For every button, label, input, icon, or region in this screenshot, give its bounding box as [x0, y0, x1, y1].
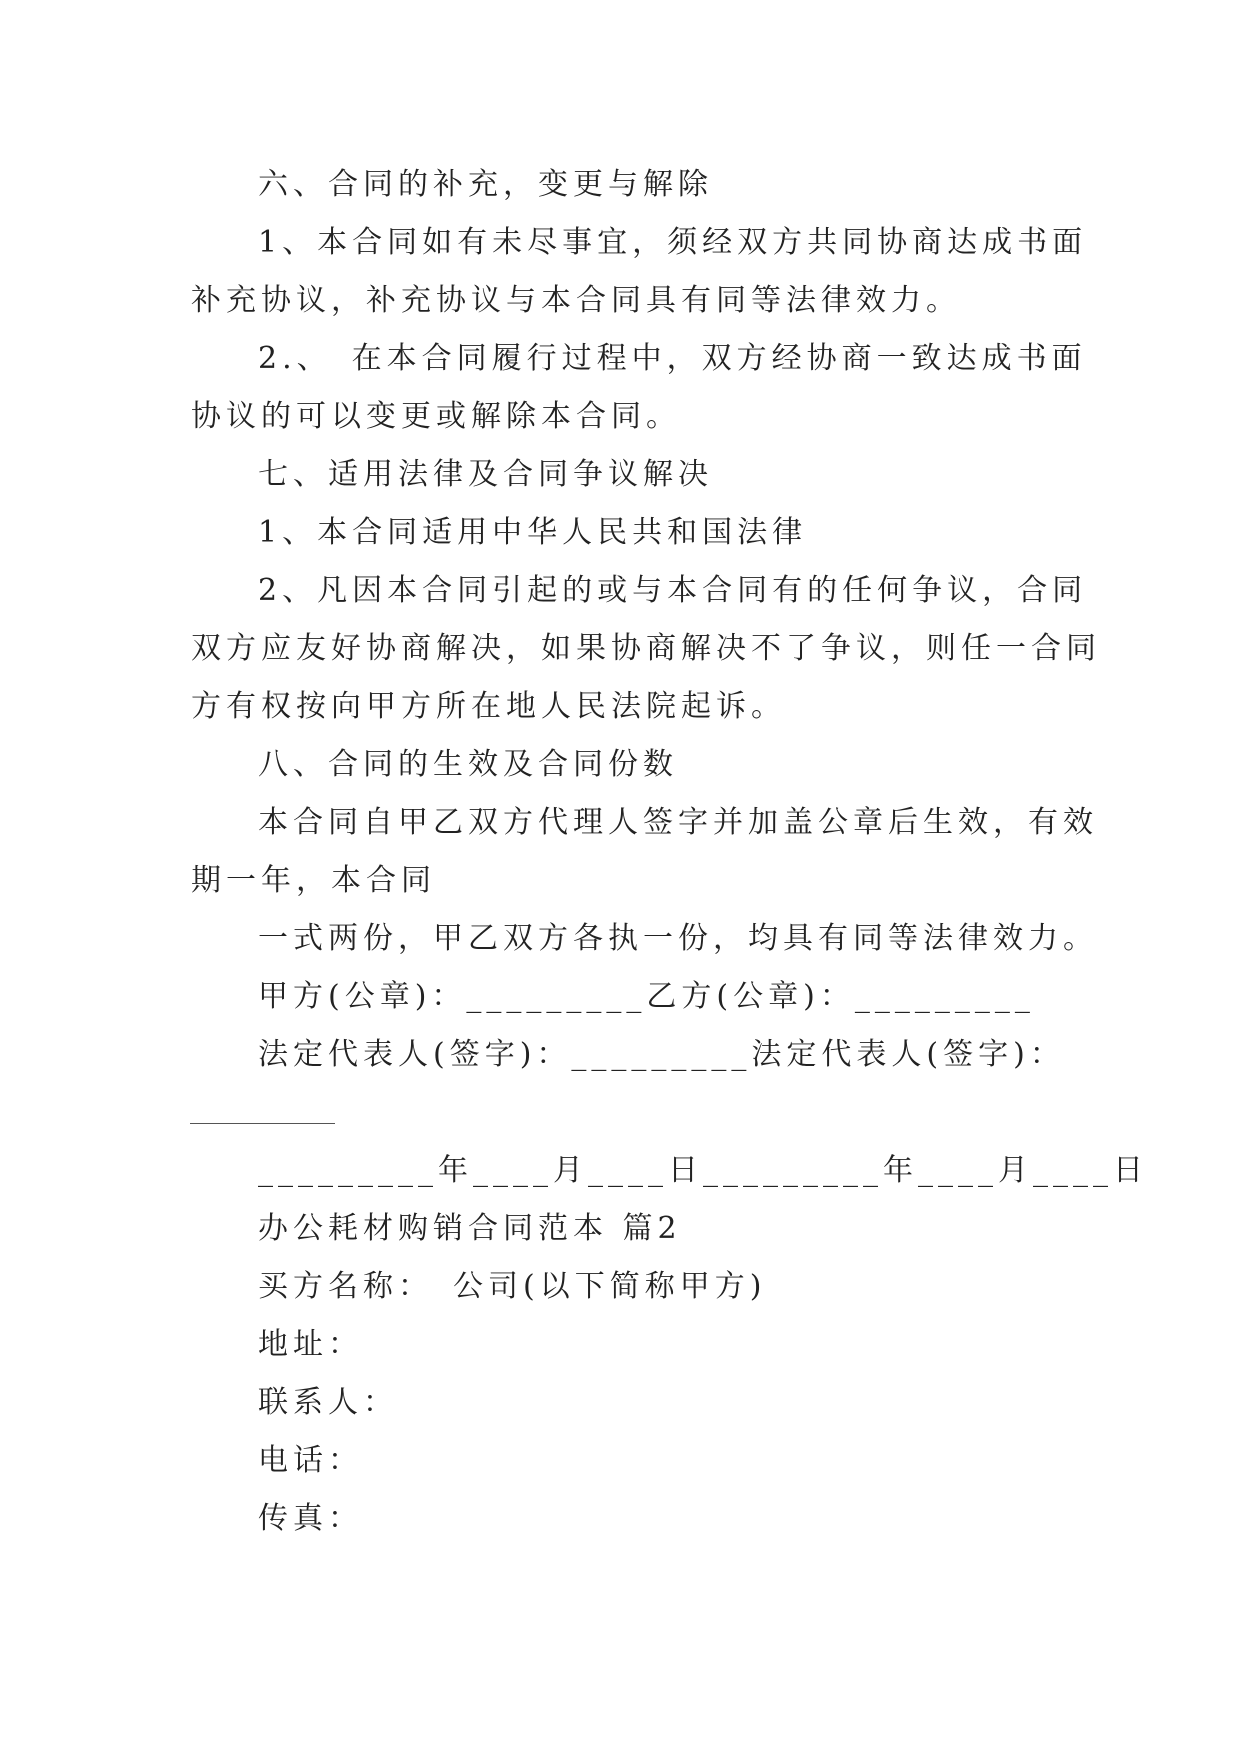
contract2-fax: 传真： [258, 1501, 363, 1536]
section6-heading: 六、合同的补充，变更与解除 [258, 167, 713, 202]
section7-heading: 七、适用法律及合同争议解决 [258, 457, 713, 492]
section8-para-line2: 期一年，本合同 [191, 863, 436, 898]
signature-seals: 甲方(公章)：_________乙方(公章)：_________ [258, 979, 1035, 1014]
section7-item2-line3: 方有权按向甲方所在地人民法院起诉。 [191, 689, 786, 724]
section7-item1: 1、本合同适用中华人民共和国法律 [258, 515, 808, 550]
section8-para-line3: 一式两份，甲乙双方各执一份，均具有同等法律效力。 [258, 921, 1098, 956]
contract2-contact: 联系人： [258, 1385, 398, 1420]
contract2-phone: 电话： [258, 1443, 363, 1478]
contract2-address: 地址： [258, 1327, 363, 1362]
signature-dates: _________年____月____日_________年____月____日 [258, 1153, 1148, 1188]
section6-item1-line1: 1、本合同如有未尽事宜，须经双方共同协商达成书面 [258, 225, 1088, 260]
section8-heading: 八、合同的生效及合同份数 [258, 747, 678, 782]
contract2-buyer: 买方名称： 公司(以下简称甲方) [258, 1269, 767, 1304]
section6-item2-line1: 2.、 在本合同履行过程中，双方经协商一致达成书面 [258, 341, 1087, 376]
section6-item2-line2: 协议的可以变更或解除本合同。 [191, 399, 681, 434]
section6-item1-line2: 补充协议，补充协议与本合同具有同等法律效力。 [191, 283, 961, 318]
contract2-title: 办公耗材购销合同范本 篇2 [258, 1211, 682, 1246]
section7-item2-line1: 2、凡因本合同引起的或与本合同有的任何争议，合同 [258, 573, 1088, 608]
signature-blank-line [190, 1123, 335, 1124]
section7-item2-line2: 双方应友好协商解决，如果协商解决不了争议，则任一合同 [191, 631, 1101, 666]
signature-representatives: 法定代表人(签字)：_________法定代表人(签字)： [258, 1037, 1065, 1072]
section8-para-line1: 本合同自甲乙双方代理人签字并加盖公章后生效，有效 [258, 805, 1098, 840]
